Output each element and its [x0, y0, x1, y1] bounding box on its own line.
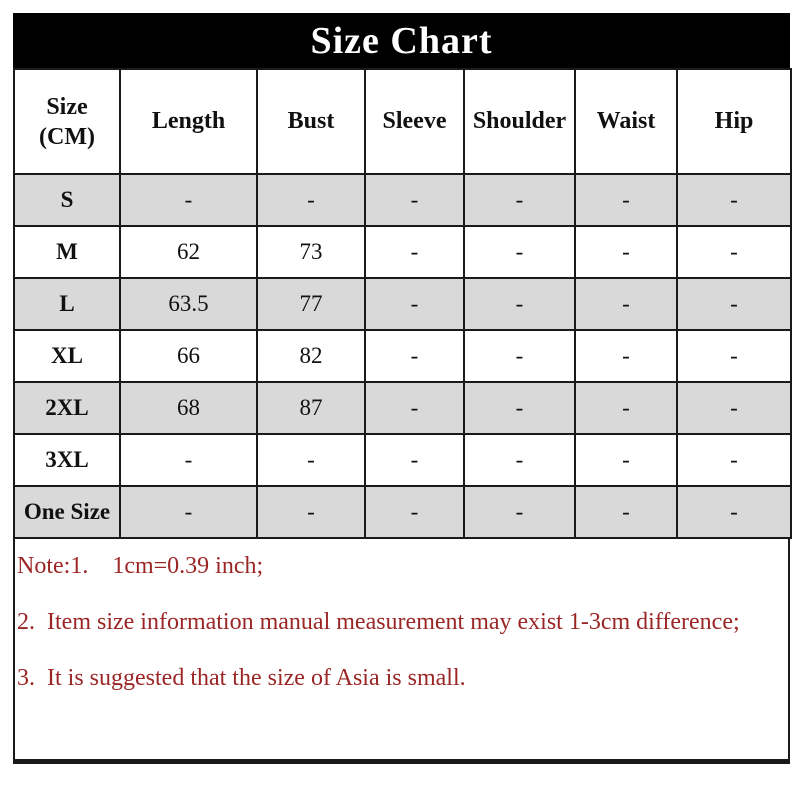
column-header-bust: Bust	[257, 69, 365, 174]
value-cell: 87	[257, 382, 365, 434]
value-cell: 77	[257, 278, 365, 330]
size-header-line1: Size	[46, 93, 88, 120]
value-cell: -	[464, 382, 575, 434]
value-cell: -	[257, 174, 365, 226]
table-row-s	[14, 174, 791, 226]
size-cell: S	[14, 174, 120, 226]
value-cell: 63.5	[120, 278, 257, 330]
value-cell: 66	[120, 330, 257, 382]
value-cell: -	[677, 330, 791, 382]
value-cell: -	[365, 278, 464, 330]
size-cell: One Size	[14, 486, 120, 538]
size-cell: XL	[14, 330, 120, 382]
page-title: Size Chart	[310, 19, 493, 62]
size-cell: L	[14, 278, 120, 330]
value-cell: -	[575, 226, 677, 278]
value-cell: -	[365, 174, 464, 226]
title-bar	[13, 13, 790, 68]
notes-section	[13, 539, 790, 764]
size-chart-content	[13, 13, 790, 764]
value-cell: -	[365, 434, 464, 486]
size-header-line2: (CM)	[39, 123, 95, 150]
value-cell: -	[120, 486, 257, 538]
value-cell: -	[575, 174, 677, 226]
value-cell: -	[464, 434, 575, 486]
table-row-2xl	[14, 382, 791, 434]
value-cell: -	[575, 382, 677, 434]
value-cell: -	[677, 174, 791, 226]
column-header-sleeve: Sleeve	[365, 69, 464, 174]
value-cell: -	[677, 486, 791, 538]
note-line-2: 2. Item size information manual measurement may exist 1-3cm difference;	[17, 609, 740, 635]
value-cell: -	[677, 226, 791, 278]
value-cell: -	[677, 434, 791, 486]
column-header-waist: Waist	[575, 69, 677, 174]
value-cell: -	[365, 486, 464, 538]
value-cell: 82	[257, 330, 365, 382]
value-cell: -	[257, 486, 365, 538]
table-row-one-size	[14, 486, 791, 538]
table-row-l	[14, 278, 791, 330]
column-header-length: Length	[120, 69, 257, 174]
value-cell: -	[575, 278, 677, 330]
value-cell: 62	[120, 226, 257, 278]
value-cell: 68	[120, 382, 257, 434]
value-cell: -	[677, 382, 791, 434]
note-line-3: 3. It is suggested that the size of Asia is small.	[17, 665, 466, 691]
value-cell: -	[257, 434, 365, 486]
value-cell: -	[365, 382, 464, 434]
value-cell: -	[464, 278, 575, 330]
value-cell: -	[120, 434, 257, 486]
value-cell: -	[464, 486, 575, 538]
value-cell: -	[575, 434, 677, 486]
size-table	[13, 68, 792, 539]
column-header-shoulder: Shoulder	[464, 69, 575, 174]
value-cell: -	[677, 278, 791, 330]
value-cell: -	[365, 330, 464, 382]
value-cell: 73	[257, 226, 365, 278]
value-cell: -	[464, 330, 575, 382]
column-header-hip: Hip	[677, 69, 791, 174]
note-line-1: Note:1. 1cm=0.39 inch;	[17, 553, 264, 579]
value-cell: -	[120, 174, 257, 226]
size-cell: M	[14, 226, 120, 278]
value-cell: -	[464, 174, 575, 226]
header-row	[14, 69, 791, 174]
size-cell: 2XL	[14, 382, 120, 434]
table-row-xl	[14, 330, 791, 382]
column-header-size-cm	[14, 69, 120, 174]
table-row-m	[14, 226, 791, 278]
table-row-3xl	[14, 434, 791, 486]
value-cell: -	[575, 486, 677, 538]
value-cell: -	[464, 226, 575, 278]
value-cell: -	[575, 330, 677, 382]
value-cell: -	[365, 226, 464, 278]
size-cell: 3XL	[14, 434, 120, 486]
